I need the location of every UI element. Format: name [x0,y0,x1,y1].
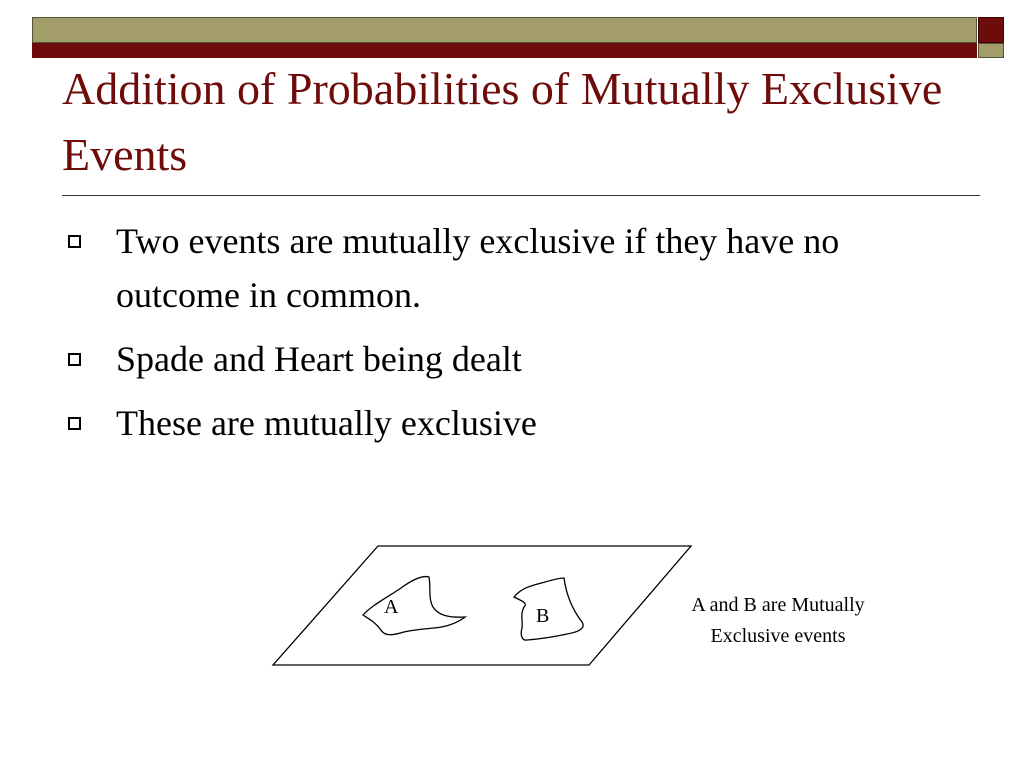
diagram-caption [648,590,908,652]
header-corner-maroon [978,17,1004,43]
bullet-item [64,396,904,450]
set-a-label: A [384,596,399,618]
bullet-item [64,332,904,386]
bullet-text: Two events are mutually exclusive if they have no outcome in common. [116,221,840,315]
bullet-text: Spade and Heart being dealt [116,339,522,379]
header-corner-olive [978,43,1004,58]
bullet-text: These are mutually exclusive [116,403,537,443]
hollow-square-bullet-icon [68,353,81,366]
bullet-item [64,214,904,322]
hollow-square-bullet-icon [68,417,81,430]
header-bar-olive [32,17,977,43]
bullet-list [64,214,904,460]
caption-line-2: Exclusive events [710,625,846,647]
slide-title: Addition of Probabilities of Mutually Exclusive Events [62,63,943,180]
caption-line-1: A and B are Mutually [691,594,865,616]
hollow-square-bullet-icon [68,235,81,248]
sample-space-parallelogram [273,546,691,665]
set-b-label: B [536,605,550,627]
title-divider [62,195,980,196]
venn-diagram [260,535,710,675]
